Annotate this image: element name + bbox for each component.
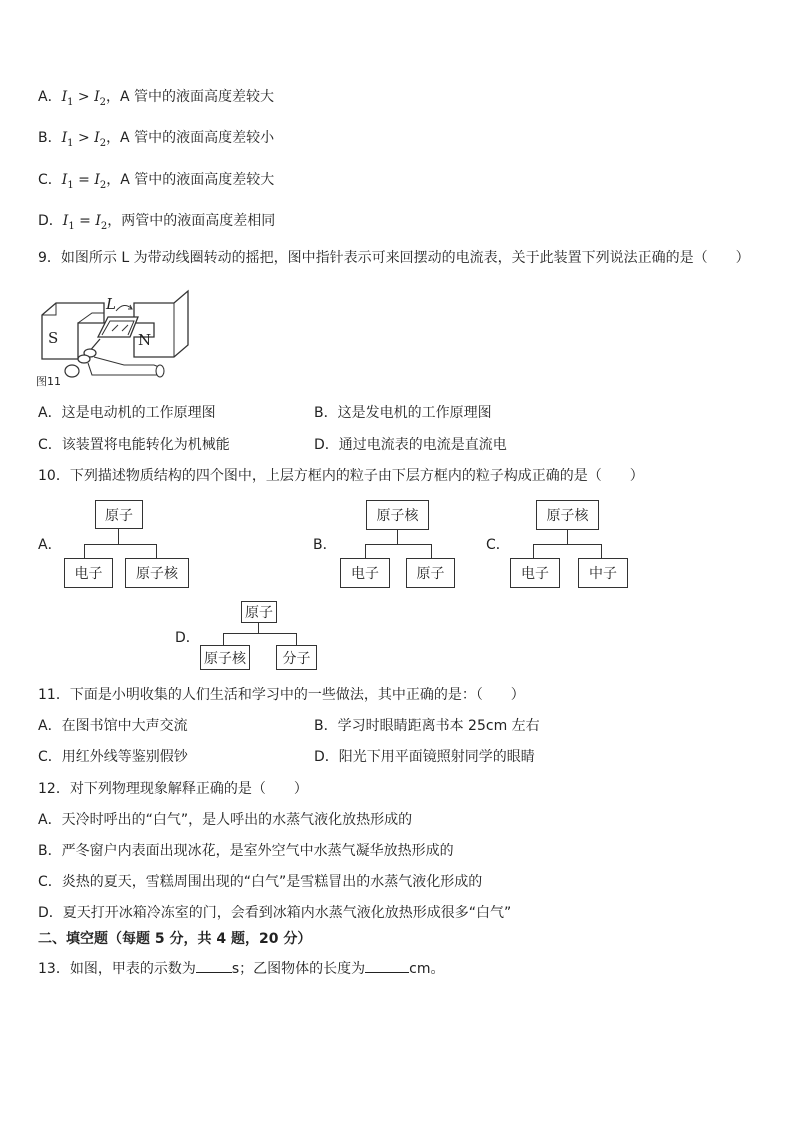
q12-option-c: C．炎热的夏天，雪糕周围出现的“白气”是雪糕冒出的水蒸气液化形成的 [38,874,483,890]
connector [431,544,432,558]
section-title: 二、填空题（每题 5 分，共 4 题，20 分） [38,931,312,947]
q10-c-right-box: 中子 [578,558,628,588]
connector [118,529,119,544]
label-l: L [106,295,116,313]
q8-option-c: C．$I_1 = I_2$，A 管中的液面高度差较大 [38,172,275,191]
answer-blank[interactable] [196,958,232,973]
formula: $I_1 > I_2$ [61,89,107,108]
connector [601,544,602,558]
connector [84,544,157,545]
figure-caption: 图11 [36,375,61,387]
q10-c-top-box: 原子核 [536,500,599,530]
q11-option-a: A．在图书馆中大声交流 [38,718,188,734]
formula: $I_1 = I_2$ [62,213,108,232]
q10-d-top-box: 原子 [241,601,277,623]
q8-option-b: B．$I_1 > I_2$，A 管中的液面高度差较小 [38,130,275,149]
q9-generator-figure [34,287,204,387]
q10-b-left-box: 电子 [340,558,390,588]
q10-a-right-box: 原子核 [125,558,189,588]
q10-d-label: D． [175,630,200,646]
answer-blank[interactable] [365,958,409,973]
q11-option-b: B．学习时眼睛距离书本 25cm 左右 [314,718,540,734]
q9-option-d: D．通过电流表的电流是直流电 [314,437,507,453]
connector [397,530,398,544]
q11-option-d: D．阳光下用平面镜照射同学的眼睛 [314,749,535,765]
connector [156,544,157,558]
q9-option-c: C．该装置将电能转化为机械能 [38,437,230,453]
q8-option-a: A．$I_1 > I_2$，A 管中的液面高度差较大 [38,89,275,108]
q12-option-b: B．严冬窗户内表面出现冰花，是室外空气中水蒸气凝华放热形成的 [38,843,454,859]
connector [223,633,297,634]
connector [258,623,259,633]
q9-option-b: B．这是发电机的工作原理图 [314,405,492,421]
q10-c-left-box: 电子 [510,558,560,588]
q10-c-label: C． [486,537,510,553]
connector [533,544,602,545]
connector [223,633,224,645]
connector [365,544,366,558]
connector [533,544,534,558]
q10-a-left-box: 电子 [64,558,113,588]
q10-a-top-box: 原子 [95,500,143,529]
q11-option-c: C．用红外线等鉴别假钞 [38,749,188,765]
q9-option-a: A．这是电动机的工作原理图 [38,405,216,421]
q10-stem: 10．下列描述物质结构的四个图中，上层方框内的粒子由下层方框内的粒子构成正确的是（ ） [38,468,644,484]
q8-option-d: D．$I_1 = I_2$，两管中的液面高度差相同 [38,213,276,232]
q10-b-right-box: 原子 [406,558,455,588]
q10-d-right-box: 分子 [276,645,317,670]
q11-stem: 11．下面是小明收集的人们生活和学习中的一些做法，其中正确的是：（ ） [38,687,525,703]
q12-option-a: A．天冷时呼出的“白气”，是人呼出的水蒸气液化放热形成的 [38,812,413,828]
label-s: S [48,329,59,347]
formula: $I_1 > I_2$ [61,130,107,149]
q10-b-top-box: 原子核 [366,500,429,530]
connector [84,544,85,558]
q12-stem: 12．对下列物理现象解释正确的是（ ） [38,781,308,797]
formula: $I_1 = I_2$ [61,172,107,191]
q12-option-d: D．夏天打开冰箱冷冻室的门，会看到冰箱内水蒸气液化放热形成很多“白气” [38,905,512,921]
q10-d-left-box: 原子核 [200,645,250,670]
q13-stem: 13．如图，甲表的示数为 s；乙图物体的长度为 cm。 [38,958,444,978]
q10-b-label: B． [313,537,337,553]
q9-stem: 9．如图所示 L 为带动线圈转动的摇把，图中指针表示可来回摆动的电流表，关于此装置下列说法正确的是（ ） [38,250,750,266]
q10-a-label: A． [38,537,62,553]
connector [567,530,568,544]
connector [296,633,297,645]
connector [365,544,432,545]
label-n: N [138,331,152,349]
